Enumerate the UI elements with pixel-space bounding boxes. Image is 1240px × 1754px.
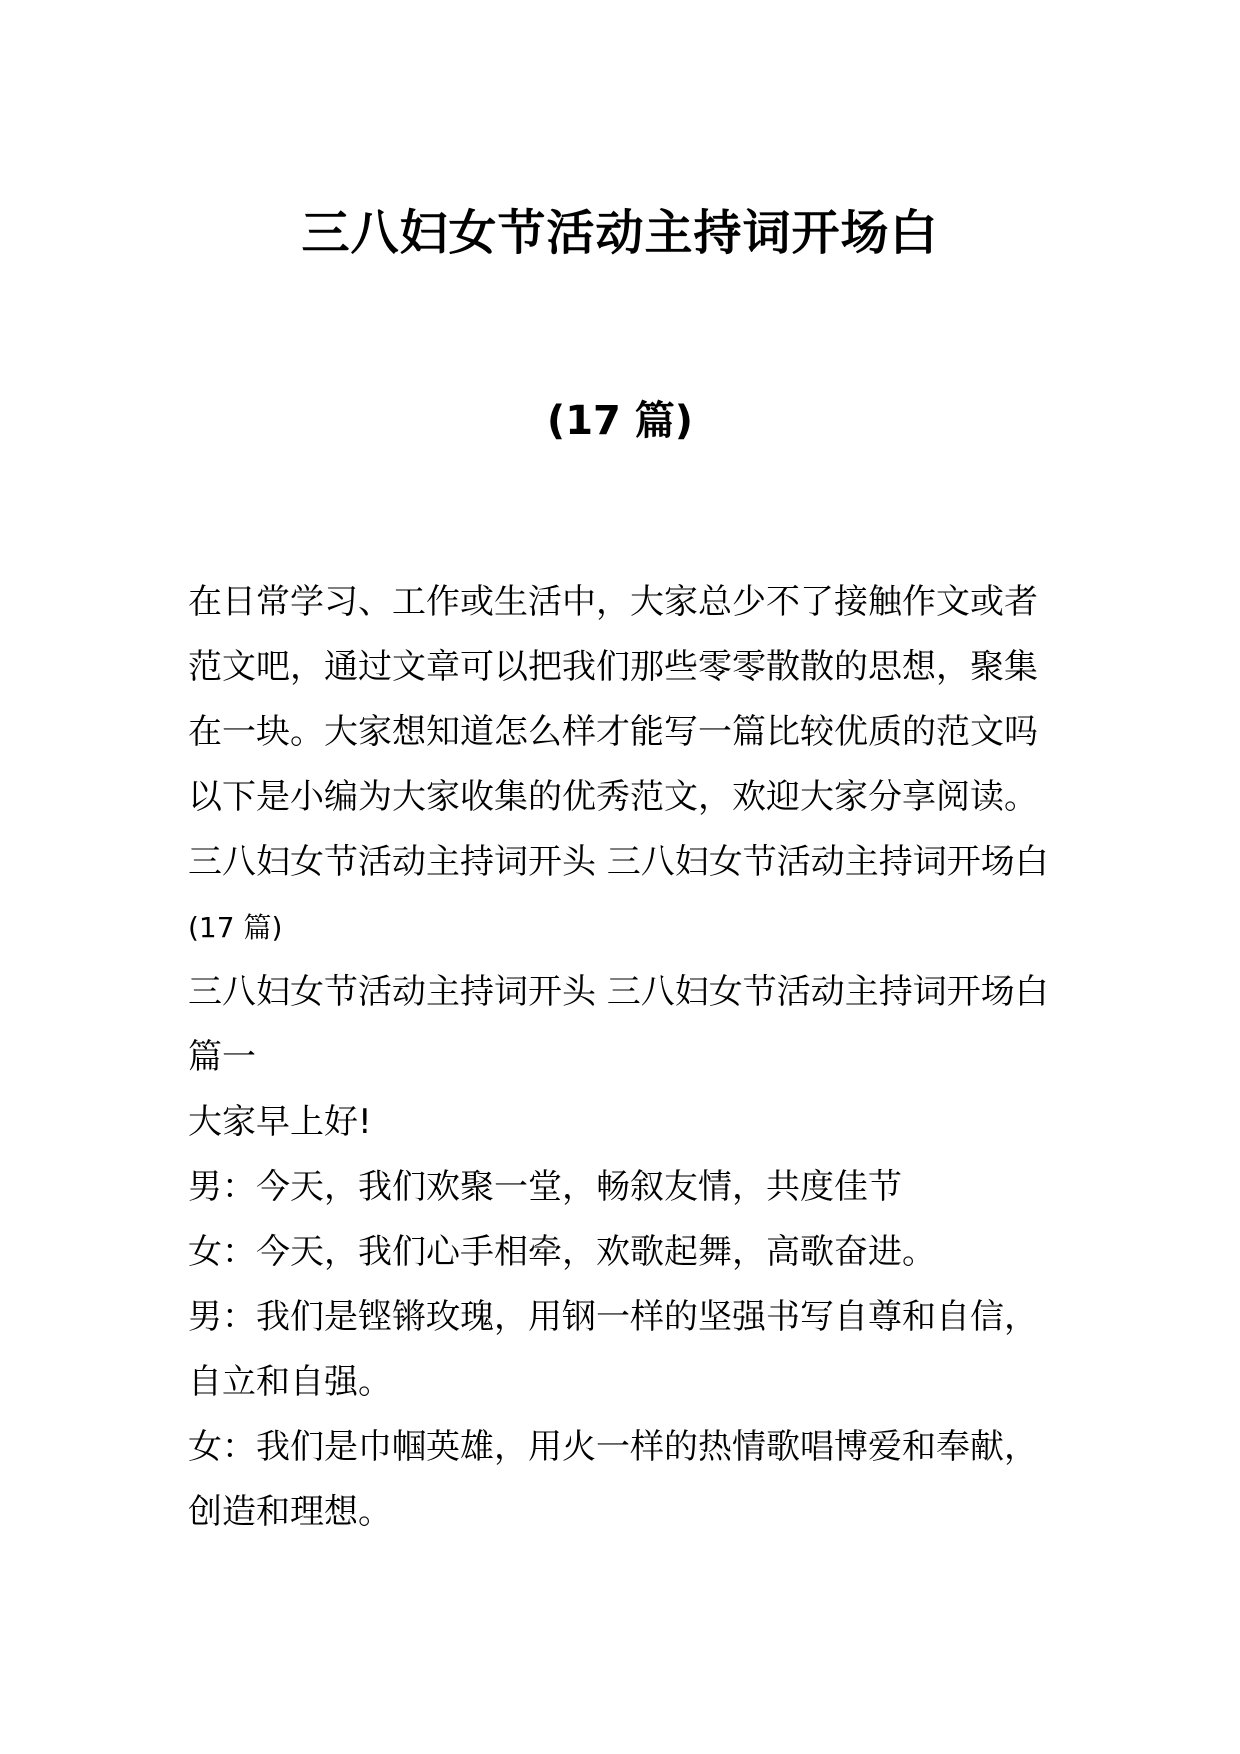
body-line: 大家早上好! [188, 1102, 372, 1142]
body-line: 三八妇女节活动主持词开头 三八妇女节活动主持词开场白 [188, 842, 1049, 882]
document-title: 三八妇女节活动主持词开场白 [301, 205, 939, 261]
body-line: 在日常学习、工作或生活中，大家总少不了接触作文或者 [188, 582, 1038, 622]
body-line: 男：今天，我们欢聚一堂，畅叙友情，共度佳节 [188, 1167, 902, 1207]
body-line: 创造和理想。 [188, 1492, 392, 1532]
body-line: 三八妇女节活动主持词开头 三八妇女节活动主持词开场白 [188, 972, 1049, 1012]
body-line: 在一块。大家想知道怎么样才能写一篇比较优质的范文吗 [188, 712, 1038, 752]
body-line: 范文吧，通过文章可以把我们那些零零散散的思想，聚集 [188, 647, 1038, 687]
body-line: 男：我们是铿锵玫瑰，用钢一样的坚强书写自尊和自信， [188, 1297, 1038, 1337]
body-line: 篇一 [188, 1037, 256, 1077]
body-line: 以下是小编为大家收集的优秀范文，欢迎大家分享阅读。 [188, 777, 1038, 817]
document-body [188, 570, 1068, 1545]
body-line: (17 篇) [188, 911, 283, 944]
body-line: 女：今天，我们心手相牵，欢歌起舞，高歌奋进。 [188, 1232, 936, 1272]
document-subtitle: (17 篇) [546, 398, 694, 444]
body-line: 自立和自强。 [188, 1362, 392, 1402]
body-line: 女：我们是巾帼英雄，用火一样的热情歌唱博爱和奉献， [188, 1427, 1038, 1467]
